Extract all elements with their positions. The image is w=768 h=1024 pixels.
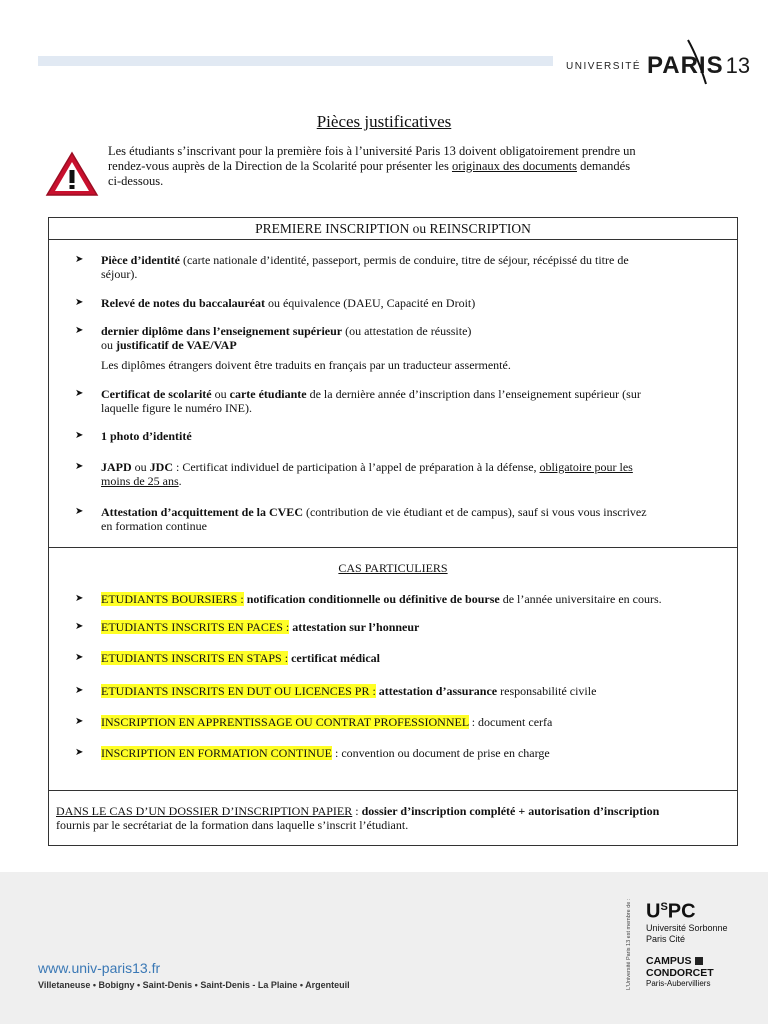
intro-line: [108, 159, 708, 174]
item-bold: carte étudiante: [229, 387, 307, 401]
highlighted-label: ETUDIANTS INSCRITS EN STAPS :: [101, 651, 289, 665]
campus-condorcet-logo: [646, 955, 714, 989]
university-url-link[interactable]: www.univ-paris13.fr: [38, 960, 161, 976]
item-rest: (ou attestation de réussite): [342, 324, 472, 338]
item-bold: dernier diplôme dans l’enseignement supérieur: [101, 324, 343, 338]
paper-text: fournis par le secrétariat de la formation dans laquelle s’inscrit l’étudiant.: [56, 818, 409, 832]
paper-bold: dossier d’inscription complété + autorisation d’inscription: [361, 804, 660, 818]
campus-text: CAMPUS: [646, 955, 692, 967]
item-rest: .: [178, 474, 182, 488]
highlighted-label: ETUDIANTS INSCRITS EN PACES :: [101, 620, 290, 634]
highlighted-label: INSCRIPTION EN APPRENTISSAGE OU CONTRAT PROFESSIONNEL: [101, 715, 469, 729]
item-rest: (carte nationale d’identité, passeport, permis de conduire, titre de séjour, récépissé du titre de: [179, 253, 629, 267]
item-text: [101, 253, 733, 281]
item-bold: justificatif de VAE/VAP: [116, 338, 237, 352]
item-bold: attestation d’assurance: [375, 684, 498, 698]
item-bold: JDC: [149, 460, 174, 474]
arrow-bullet-icon: ➤: [75, 685, 84, 696]
intro-line: Les étudiants s’inscrivant pour la première fois à l’université Paris 13 doivent obligatoirement prendre un: [108, 144, 636, 158]
item-bold: 1 photo d’identité: [101, 429, 192, 443]
brand-number: 13: [725, 53, 751, 78]
arrow-bullet-icon: ➤: [75, 593, 84, 604]
item-text: [101, 296, 733, 310]
item-rest: ou: [131, 460, 150, 474]
campus-line: [646, 955, 714, 967]
arrow-bullet-icon: ➤: [75, 297, 84, 308]
item-note: Les diplômes étrangers doivent être traduits en français par un traducteur assermenté.: [101, 358, 511, 372]
arrow-bullet-icon: ➤: [75, 254, 84, 265]
item-bold: attestation sur l’honneur: [289, 620, 420, 634]
item-rest: responsabilité civile: [497, 684, 597, 698]
item-text: [101, 684, 733, 698]
item-bold: notification conditionnelle ou définitive de bourse: [243, 592, 500, 606]
item-text: [101, 592, 733, 606]
intro-underlined: originaux des documents: [451, 159, 577, 173]
item-rest: : Certificat individuel de participation à l’appel de préparation à la défense,: [173, 460, 540, 474]
arrow-bullet-icon: ➤: [75, 325, 84, 336]
arrow-bullet-icon: ➤: [75, 747, 84, 758]
paper-dossier-note: [56, 804, 732, 832]
paper-underlined: DANS LE CAS D’UN DOSSIER D’INSCRIPTION PAPIER: [56, 804, 353, 818]
arrow-bullet-icon: ➤: [75, 430, 84, 441]
highlighted-label: ETUDIANTS BOURSIERS :: [101, 592, 244, 606]
item-underlined: moins de 25 ans: [101, 474, 179, 488]
item-bold: certificat médical: [288, 651, 381, 665]
item-bold: Certificat de scolarité: [101, 387, 212, 401]
item-rest: laquelle figure le numéro INE).: [101, 401, 252, 415]
requirements-box: [48, 217, 738, 846]
item-text: [101, 746, 733, 760]
uspc-line: Université Sorbonne: [646, 922, 728, 933]
item-rest: en formation continue: [101, 519, 207, 533]
page-footer: [0, 872, 768, 1024]
item-bold: Relevé de notes du baccalauréat: [101, 296, 265, 310]
arrow-bullet-icon: ➤: [75, 716, 84, 727]
arrow-bullet-icon: ➤: [75, 461, 84, 472]
item-text: [101, 505, 733, 533]
page-title: Pièces justificatives: [316, 112, 452, 131]
uspc-letter: PC: [667, 900, 696, 923]
brand-prefix: UNIVERSITÉ: [566, 60, 642, 72]
brand-name: PARIS: [647, 52, 724, 79]
section-heading: PREMIERE INSCRIPTION ou REINSCRIPTION: [49, 218, 737, 240]
arrow-bullet-icon: ➤: [75, 506, 84, 517]
item-rest: ou équivalence (DAEU, Capacité en Droit): [264, 296, 476, 310]
arrow-bullet-icon: ➤: [75, 388, 84, 399]
paper-text: :: [352, 804, 362, 818]
item-text: [101, 387, 733, 415]
logo-arc-icon: [684, 38, 724, 88]
uspc-letter: S: [660, 901, 668, 913]
item-rest: ou: [211, 387, 230, 401]
section-divider: [49, 790, 737, 791]
campus-line: Paris-Aubervilliers: [646, 979, 711, 988]
warning-triangle-icon: [44, 150, 100, 198]
uspc-wordmark: [646, 896, 728, 923]
intro-line: ci-dessous.: [108, 174, 164, 188]
item-text: [101, 651, 733, 665]
header-bar: [38, 56, 553, 66]
uspc-line: Paris Cité: [646, 933, 686, 944]
campus-cities: Villetaneuse • Bobigny • Saint-Denis • Saint-Denis - La Plaine • Argenteuil: [38, 980, 350, 990]
item-rest: séjour).: [101, 267, 138, 281]
item-text: [101, 429, 733, 443]
item-text: [101, 460, 733, 488]
section-divider: [49, 547, 737, 548]
intro-paragraph: [108, 144, 708, 189]
square-logo-icon: [695, 957, 703, 965]
item-rest: (contribution de vie étudiant et de campus), sauf si vous vous inscrivez: [302, 505, 647, 519]
intro-text: demandés: [576, 159, 631, 173]
item-bold: Pièce d’identité: [101, 253, 180, 267]
arrow-bullet-icon: ➤: [75, 621, 84, 632]
item-text: [101, 620, 733, 634]
uspc-logo: [646, 896, 728, 945]
arrow-bullet-icon: ➤: [75, 652, 84, 663]
item-rest: de l’année universitaire en cours.: [499, 592, 662, 606]
item-bold: JAPD: [101, 460, 132, 474]
uspc-letter: U: [646, 900, 661, 923]
special-cases-title: CAS PARTICULIERS: [338, 561, 448, 575]
item-rest: : convention ou document de prise en charge: [332, 746, 550, 760]
item-rest: : document cerfa: [468, 715, 553, 729]
item-text: [101, 324, 733, 372]
item-text: [101, 715, 733, 729]
item-underlined: obligatoire pour les: [539, 460, 633, 474]
item-bold: Attestation d’acquittement de la CVEC: [101, 505, 303, 519]
campus-line: CONDORCET: [646, 967, 714, 979]
item-rest: ou: [101, 338, 116, 352]
membership-note: L’Université Paris 13 est membre de :: [626, 898, 632, 990]
item-rest: de la dernière année d’inscription dans l’enseignement supérieur (sur: [306, 387, 641, 401]
highlighted-label: ETUDIANTS INSCRITS EN DUT OU LICENCES PR :: [101, 684, 376, 698]
highlighted-label: INSCRIPTION EN FORMATION CONTINUE: [101, 746, 332, 760]
intro-text: rendez-vous auprès de la Direction de la Scolarité pour présenter les: [108, 159, 452, 173]
